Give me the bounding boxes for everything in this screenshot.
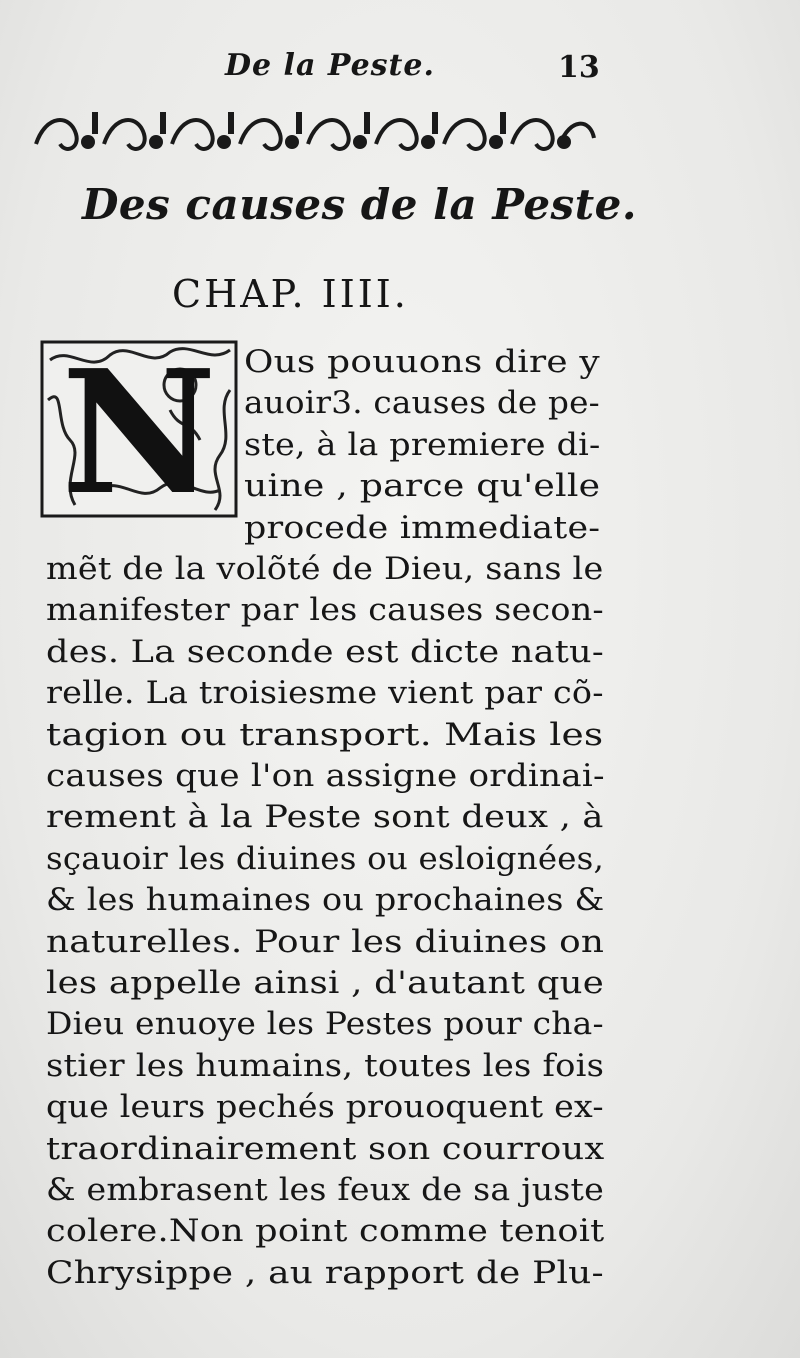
- page-header: [0, 48, 800, 92]
- text-line: mẽt de la volõté de Dieu, sans le: [46, 551, 604, 587]
- text-line: Dieu enuoye les Pestes pour cha-: [46, 1006, 604, 1043]
- text-line: & embrasent les feux de sa juste: [46, 1172, 604, 1208]
- text-line: causes que l'on assigne ordinai-: [46, 758, 605, 794]
- text-line: que leurs pechés prouoquent ex-: [46, 1089, 604, 1126]
- text-line: naturelles. Pour les diuines on: [46, 923, 605, 960]
- running-title: De la Peste.: [225, 48, 435, 83]
- text-line: sçauoir les diuines ou esloignées,: [46, 840, 605, 877]
- decorated-initial-n: [40, 340, 238, 518]
- decorative-ornament-band: [30, 104, 598, 160]
- chapter-heading: CHAP. IIII.: [172, 272, 409, 316]
- drop-cap-letter: N: [61, 340, 217, 518]
- text-line: des. La seconde est dicte natu-: [46, 633, 604, 670]
- text-line: traordinairement son courroux: [46, 1130, 605, 1167]
- text-line: procede immediate-: [244, 509, 601, 546]
- text-line: & les humaines ou prochaines &: [46, 882, 605, 919]
- text-line: manifester par les causes secon-: [46, 592, 604, 629]
- text-line: Chrysippe , au rapport de Plu-: [46, 1254, 604, 1291]
- text-line: Ous pouuons dire y: [244, 344, 600, 380]
- text-line: les appelle ainsi , d'autant que: [46, 965, 604, 1001]
- text-line: rement à la Peste sont deux , à: [46, 799, 604, 836]
- text-line: tagion ou transport. Mais les: [46, 716, 604, 753]
- text-line: relle. La troisiesme vient par cõ-: [46, 675, 604, 712]
- text-line: uine , parce qu'elle: [244, 468, 601, 505]
- section-title: Des causes de la Peste.: [82, 180, 637, 229]
- text-line: stier les humains, toutes les fois: [46, 1047, 605, 1084]
- text-line: colere.Non point comme tenoit: [46, 1213, 605, 1250]
- text-line: ste, à la premiere di-: [244, 426, 601, 463]
- page-number: 13: [558, 50, 600, 85]
- text-line: auoir3. causes de pe-: [244, 385, 600, 422]
